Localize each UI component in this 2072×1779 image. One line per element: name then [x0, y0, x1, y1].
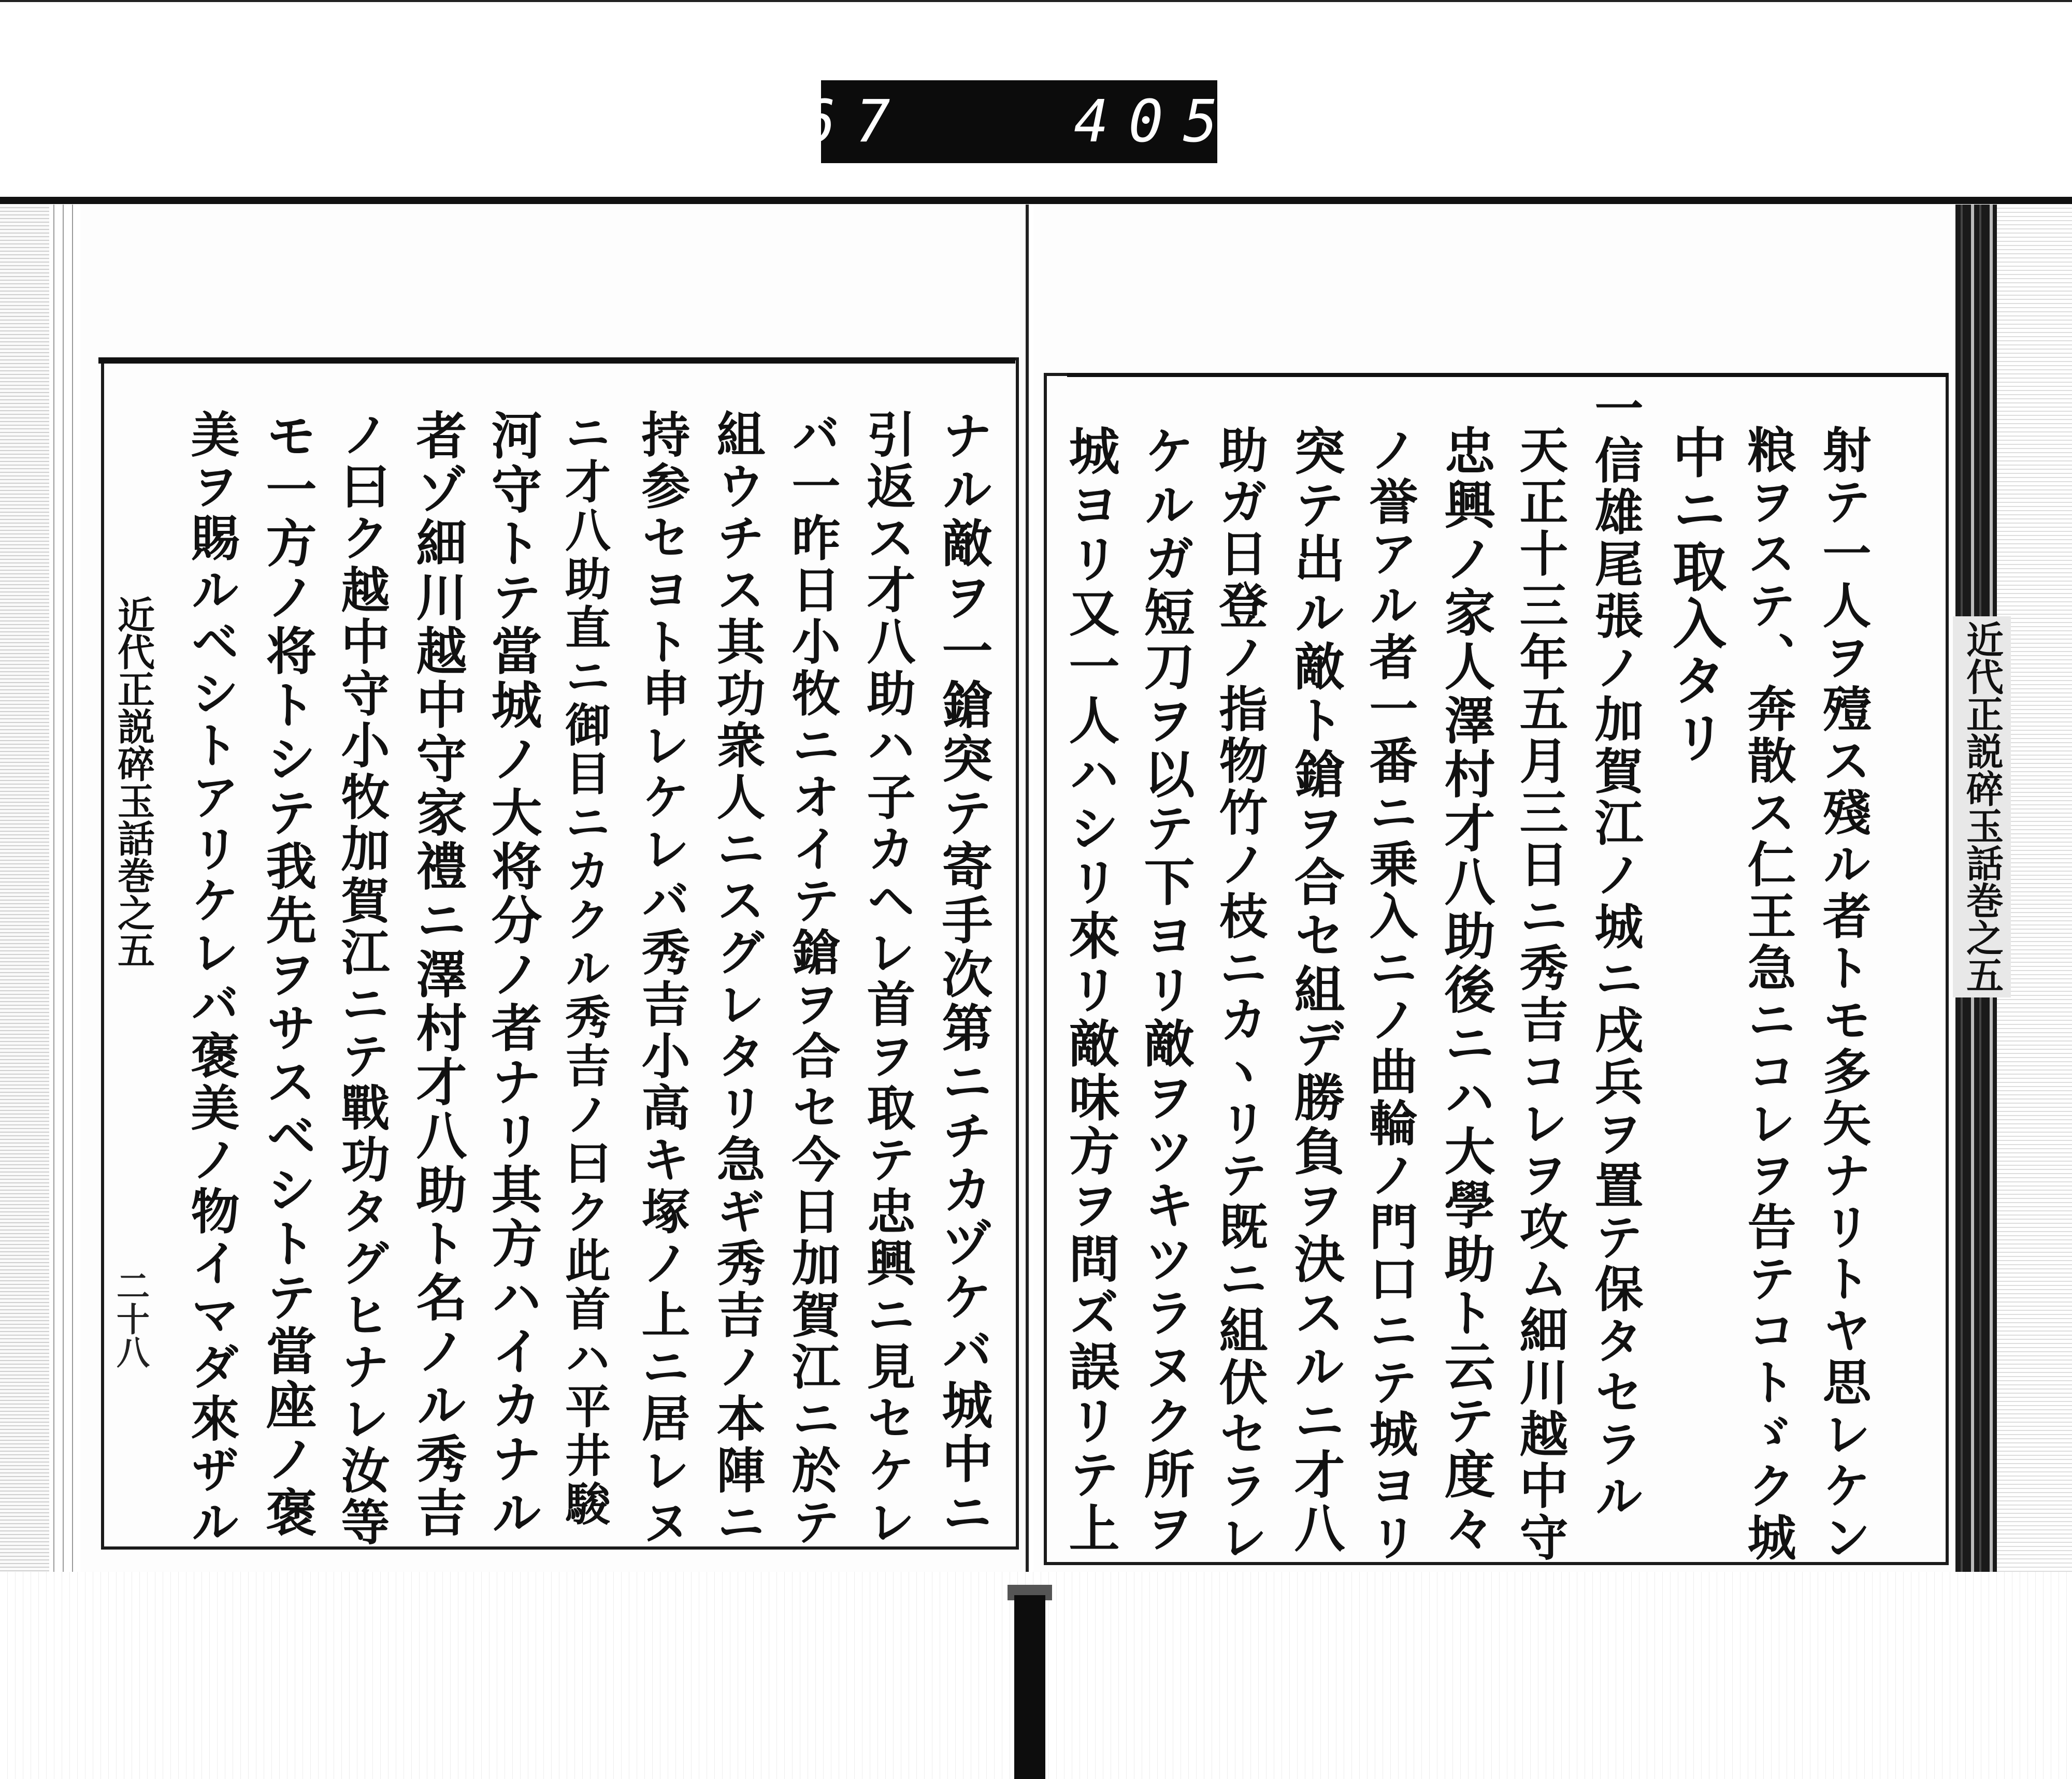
catalog-number-label	[746, 80, 1292, 163]
text-column: 中ニ取入タリ	[1663, 425, 1727, 766]
text-column: ナル敵ヲ一鎗突テ寄手次第ニチカヅケバ城中ニ	[933, 409, 993, 1540]
text-column: 城ヨリ又一人ハシリ來リ敵味方ヲ問ズ誤リテ上	[1060, 425, 1120, 1556]
text-column: 者ゾ細川越中守家禮ニ澤村才八助ト名ノル秀吉	[408, 409, 467, 1540]
text-column: モ一方ノ将トシテ我先ヲサスベシトテ當座ノ褒	[257, 409, 317, 1540]
book-spine	[1014, 1595, 1045, 1779]
book-top-edge	[0, 197, 2072, 204]
running-head-left: 近代正説碎玉話巻之五	[111, 596, 155, 968]
text-column: ケルガ短刀ヲ以テ下ヨリ敵ヲツキツラヌク所ヲ	[1135, 425, 1195, 1556]
text-column: ニ才八助直ニ御目ニカクル秀吉ノ曰ク此首ハ平井駿	[558, 409, 612, 1529]
catalog-number-text: 667 405.	[746, 88, 1292, 155]
left-page-edges	[0, 205, 49, 1572]
text-column: 助ガ日登ノ指物竹ノ枝ニカヽリテ既ニ組伏セラレ	[1211, 425, 1268, 1564]
folio-number: 二十八	[111, 1269, 150, 1368]
text-column: 粮ヲステ、奔散ス仁王急ニコレヲ告テコトゞク城	[1739, 425, 1796, 1564]
text-column: 組ウチス其功衆人ニスグレタリ急ギ秀吉ノ本陣ニ	[708, 409, 765, 1549]
text-column: 一信雄尾張ノ加賀江ノ城ニ戌兵ヲ置テ保タセラル	[1586, 383, 1643, 1523]
text-column: 突テ出ル敵ト鎗ヲ合セ組デ勝負ヲ決スルニ才八	[1286, 425, 1345, 1556]
text-column: 天正十三年五月三日ニ秀吉コレヲ攻ム細川越中守	[1511, 425, 1568, 1564]
text-column: ノ誉アル者一番ニ乗入ニノ曲輪ノ門口ニテ城ヨリ	[1361, 425, 1418, 1564]
text-column: 引返ス才八助ハ子カヘレ首ヲ取テ忠興ニ見セケレ	[858, 409, 915, 1549]
right-frame-top-rule	[1067, 373, 1948, 377]
gutter-line	[1026, 205, 1029, 1572]
text-column: 河守トテ當城ノ大将分ノ者ナリ其方ハイカナル	[483, 409, 542, 1540]
text-column: 持参セヨト申レケレバ秀吉小高キ塚ノ上ニ居レヌ	[633, 409, 690, 1549]
text-column: 美ヲ賜ルベシトアリケレバ褒美ノ物イマダ來ザル	[182, 409, 239, 1549]
text-column: ノ曰ク越中守小牧加賀江ニテ戰功タグヒナレ汝等	[333, 409, 390, 1549]
running-head-right: 近代正説碎玉話巻之五	[1953, 616, 2011, 997]
left-binding-strip	[49, 205, 80, 1572]
text-column: 射テ一人ヲ殪ス殘ル者トモ多矢ナリトヤ思レケン	[1814, 425, 1871, 1564]
left-frame-top-rule	[98, 357, 1015, 364]
scan-top-edge	[0, 0, 2072, 2]
text-column: バ一昨日小牧ニオイテ鎗ヲ合セ今日加賀江ニ於テ	[783, 409, 840, 1549]
text-column: 忠興ノ家人澤村才八助後ニハ大學助ト云テ度々	[1436, 425, 1495, 1556]
